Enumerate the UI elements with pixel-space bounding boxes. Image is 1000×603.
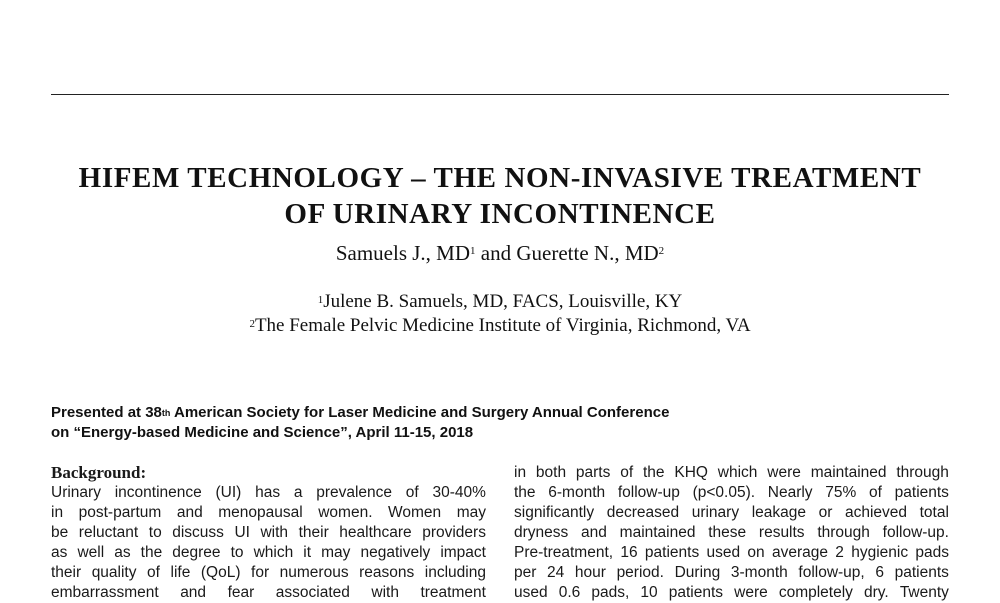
left-column-line: Urinary incontinence (UI) has a prevalence of 30-40% — [51, 484, 486, 501]
presented-line-1 — [51, 404, 669, 421]
presented-conference: American Society for Laser Medicine and Surgery Annual Conference — [170, 404, 670, 421]
affiliation-1-mark: 1 — [317, 294, 324, 306]
left-column-line: embarrassment and fear associated with treatment — [51, 584, 486, 601]
left-column-line: be reluctant to discuss UI with their healthcare providers — [51, 524, 486, 541]
right-column-line: Pre-treatment, 16 patients used on average 2 hygienic pads — [514, 544, 949, 561]
author-conjunction: and — [475, 241, 517, 265]
background-heading: Background: — [51, 463, 147, 482]
author-1-affiliation-mark: 1 — [470, 245, 476, 257]
right-column — [514, 463, 949, 603]
left-column — [51, 463, 486, 603]
author-2-affiliation-mark: 2 — [658, 245, 665, 257]
author-2: Guerette N., MD — [516, 241, 659, 265]
affiliation-1-text: Julene B. Samuels, MD, FACS, Louisville, KY — [323, 291, 683, 312]
presentation-note — [51, 403, 811, 443]
presented-ordinal: th — [161, 408, 171, 418]
affiliation-2-text: The Female Pelvic Medicine Institute of Virginia, Richmond, VA — [254, 315, 751, 336]
right-column-line: dryness and maintained these results through follow-up. — [514, 524, 949, 541]
right-column-line: the 6-month follow-up (p<0.05). Nearly 75% of patients — [514, 484, 949, 501]
left-column-line: as well as the degree to which it may negatively impact — [51, 544, 486, 561]
presented-line-2: on “Energy-based Medicine and Science”, April 11-15, 2018 — [51, 424, 474, 441]
author-1: Samuels J., MD — [335, 241, 471, 265]
left-column-line: in post-partum and menopausal women. Women may — [51, 504, 486, 521]
paper-title — [40, 160, 960, 232]
right-column-line: per 24 hour period. During 3-month follow-up, 6 patients — [514, 564, 949, 581]
title-line-1: HIFEM TECHNOLOGY – THE NON-INVASIVE TREATMENT — [78, 162, 922, 194]
presented-prefix: Presented at 38 — [51, 404, 162, 421]
affiliation-2-mark: 2 — [249, 318, 255, 330]
right-column-line: used 0.6 pads, 10 patients were completely dry. Twenty — [514, 584, 949, 601]
header-rule — [51, 94, 949, 95]
affiliation-1 — [0, 290, 1000, 314]
affiliation-2 — [0, 314, 1000, 338]
title-line-2: OF URINARY INCONTINENCE — [284, 198, 716, 230]
left-column-line: their quality of life (QoL) for numerous reasons including — [51, 564, 486, 581]
author-line — [0, 239, 1000, 267]
left-column-body — [51, 483, 486, 603]
right-column-line: significantly decreased urinary leakage or achieved total — [514, 504, 949, 521]
right-column-body — [514, 463, 949, 603]
right-column-line: in both parts of the KHQ which were maintained through — [514, 464, 949, 481]
